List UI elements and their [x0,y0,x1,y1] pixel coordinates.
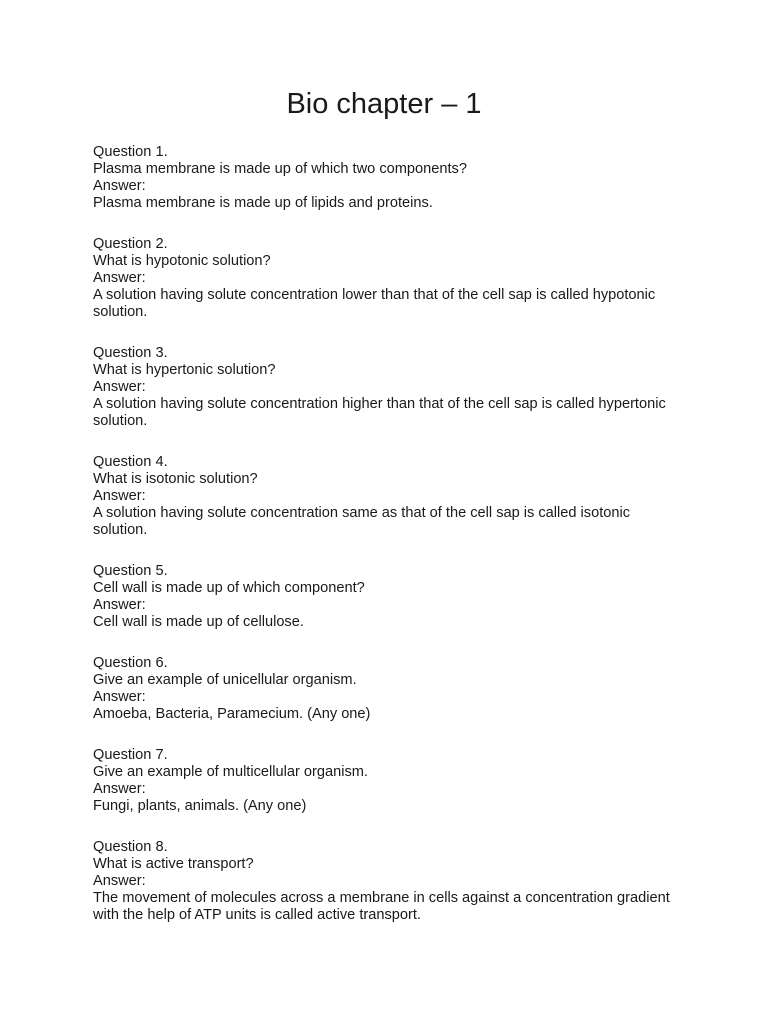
qa-item-2 [93,236,683,321]
question-text: Give an example of multicellular organism. [93,764,368,780]
answer-label: Answer: [93,781,146,797]
qa-item-4 [93,454,683,539]
question-label: Question 8. [93,839,168,855]
answer-label: Answer: [93,597,146,613]
question-text: What is hypotonic solution? [93,253,271,269]
question-label: Question 1. [93,144,168,160]
question-label: Question 6. [93,655,168,671]
answer-label: Answer: [93,270,146,286]
question-text: Plasma membrane is made up of which two components? [93,161,467,177]
question-text: What is hypertonic solution? [93,362,276,378]
question-label: Question 4. [93,454,168,470]
qa-item-1 [93,144,683,212]
answer-label: Answer: [93,873,146,889]
answer-text: A solution having solute concentration same as that of the cell sap is called isotonic solution. [93,505,631,538]
question-label: Question 5. [93,563,168,579]
answer-text: A solution having solute concentration higher than that of the cell sap is called hypertonic solution. [93,396,666,429]
answer-label: Answer: [93,689,146,705]
answer-text: A solution having solute concentration lower than that of the cell sap is called hypotonic solution. [93,287,656,320]
qa-item-7 [93,747,683,815]
answer-text: Amoeba, Bacteria, Paramecium. (Any one) [93,706,371,722]
qa-item-8 [93,839,683,924]
qa-list [93,144,683,948]
answer-label: Answer: [93,178,146,194]
answer-label: Answer: [93,379,146,395]
page-title: Bio chapter – 1 [286,88,482,120]
answer-label: Answer: [93,488,146,504]
answer-text: Fungi, plants, animals. (Any one) [93,798,307,814]
qa-item-6 [93,655,683,723]
answer-text: Plasma membrane is made up of lipids and proteins. [93,195,433,211]
qa-item-3 [93,345,683,430]
question-text: What is isotonic solution? [93,471,258,487]
question-label: Question 7. [93,747,168,763]
question-label: Question 2. [93,236,168,252]
answer-text: The movement of molecules across a membrane in cells against a concentration gradient with the help of ATP units is called active transport. [93,890,670,923]
question-text: Cell wall is made up of which component? [93,580,365,596]
question-text: Give an example of unicellular organism. [93,672,357,688]
answer-text: Cell wall is made up of cellulose. [93,614,304,630]
question-text: What is active transport? [93,856,254,872]
question-label: Question 3. [93,345,168,361]
qa-item-5 [93,563,683,631]
